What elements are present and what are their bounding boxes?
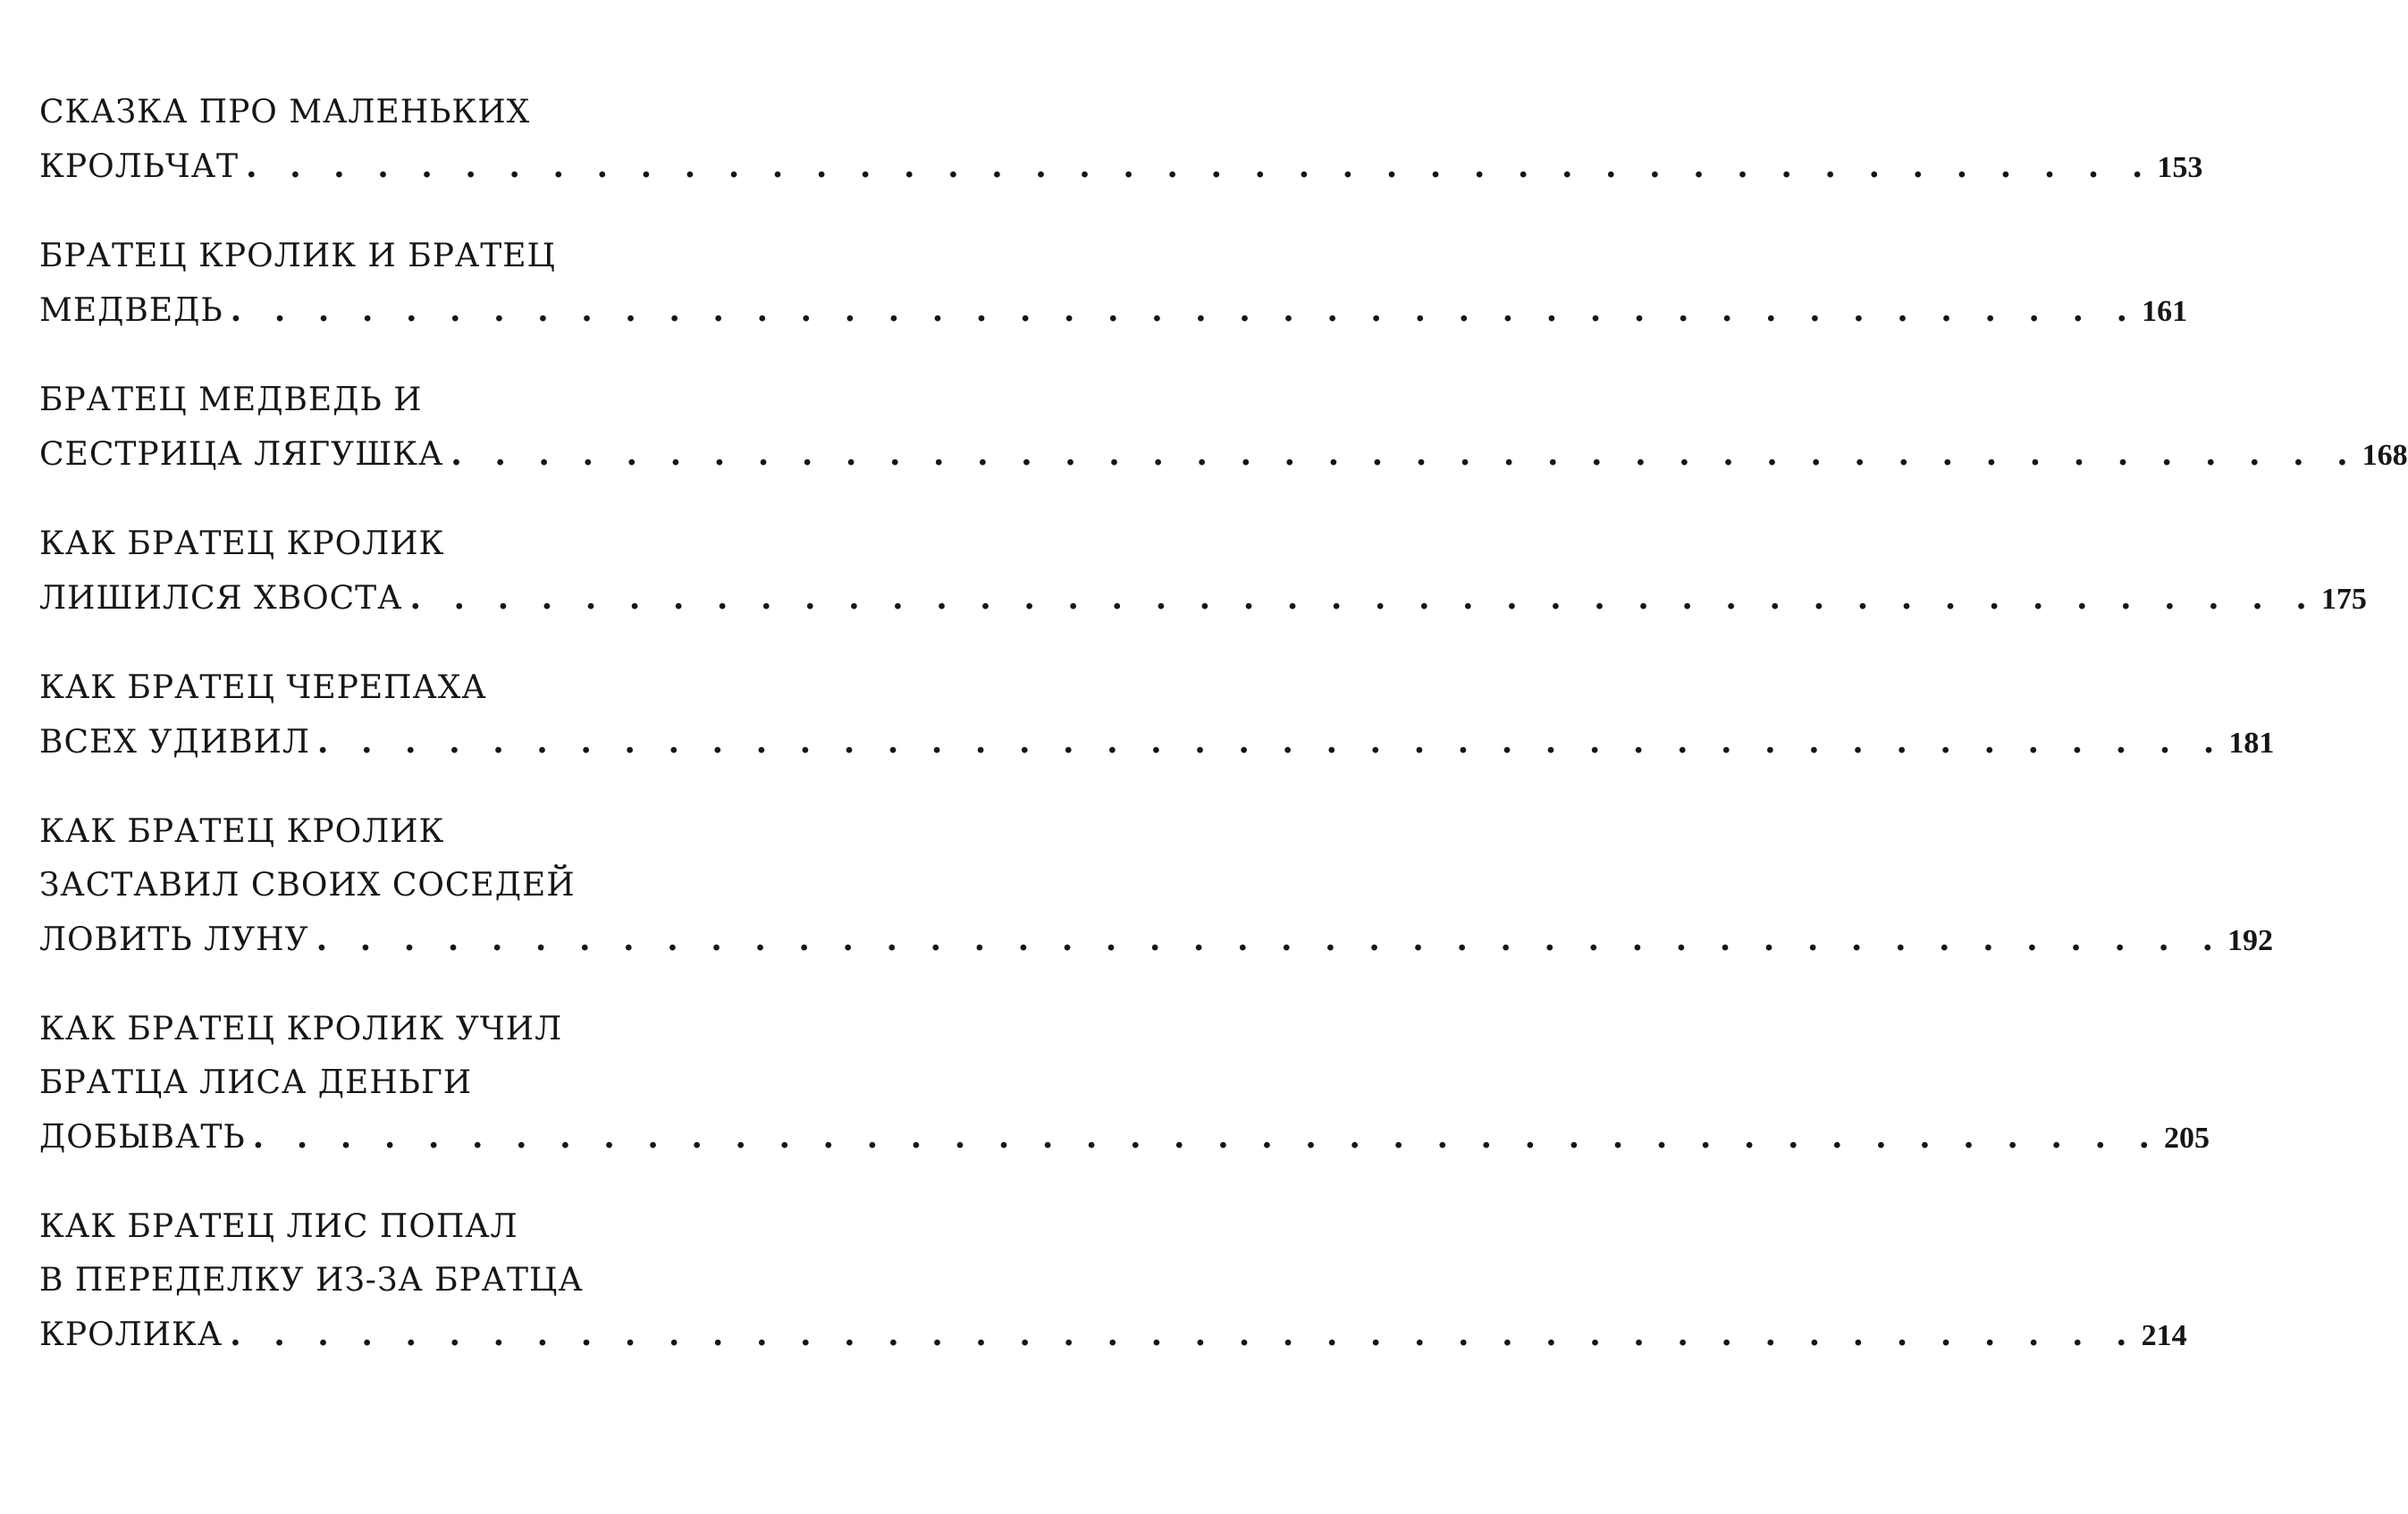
page-number: 175 <box>2320 583 2367 616</box>
page-number: 161 <box>2142 295 2188 328</box>
dot-leader: . . . . . . . . . . . . . . . . . . . . . . . . . . . . . . . . . . . . . . . . . . . . <box>246 147 2154 185</box>
toc-entry-title-line: МЕДВЕДЬ <box>39 292 223 329</box>
toc-entry <box>39 86 2203 193</box>
toc-entry-title-line: ЗАСТАВИЛ СВОИХ СОСЕДЕЙ <box>39 867 576 904</box>
toc-entry-title-line: ДОБЫВАТЬ <box>39 1119 246 1156</box>
toc-entry-last-line <box>39 1110 2210 1164</box>
toc-entry <box>39 1200 2187 1361</box>
toc-entry-title-line: ЛОВИТЬ ЛУНУ <box>39 921 309 958</box>
toc-entry-title-line: ВСЕХ УДИВИЛ <box>39 724 310 761</box>
toc-entry <box>39 230 2188 337</box>
toc-entry-last-line <box>39 571 2367 625</box>
toc-entry-last-line <box>39 913 2273 966</box>
dot-leader: . . . . . . . . . . . . . . . . . . . . . . . . . . . . . . . . . . . . . . . . . . . . <box>230 1316 2138 1353</box>
toc-entry-title-line: БРАТЕЦ КРОЛИК И БРАТЕЦ <box>39 238 556 274</box>
toc-entry-title-line: ЛИШИЛСЯ ХВОСТА <box>39 580 403 617</box>
dot-leader: . . . . . . . . . . . . . . . . . . . . . . . . . . . . . . . . . . . . . . . . . . . . <box>252 1118 2161 1156</box>
toc-entry-title-line: КАК БРАТЕЦ ЛИС ПОПАЛ <box>39 1208 518 1245</box>
toc-entry-title-line: КАК БРАТЕЦ КРОЛИК <box>39 813 445 850</box>
page-number: 153 <box>2157 151 2203 184</box>
toc-entry-last-line <box>39 1308 2187 1361</box>
toc-entry-title-line: КРОЛЬЧАТ <box>39 148 239 185</box>
page-number: 168 <box>2362 439 2408 472</box>
toc-entry-title-line: В ПЕРЕДЕЛКУ ИЗ-ЗА БРАТЦА <box>39 1262 584 1299</box>
toc-entry-title-line: СЕСТРИЦА ЛЯГУШКА <box>39 436 444 473</box>
page-number: 192 <box>2227 924 2273 957</box>
toc-entry-last-line <box>39 427 2408 481</box>
dot-leader: . . . . . . . . . . . . . . . . . . . . . . . . . . . . . . . . . . . . . . . . . . . . <box>409 579 2318 617</box>
toc-entry <box>39 1003 2210 1164</box>
toc-entry <box>39 374 2408 481</box>
toc-entry-title-line: КАК БРАТЕЦ КРОЛИК УЧИЛ <box>39 1011 563 1047</box>
toc-entry-last-line <box>39 283 2188 337</box>
toc-entry-title-line: КРОЛИКА <box>39 1316 223 1353</box>
toc-entry-title-line: КАК БРАТЕЦ КРОЛИК <box>39 526 445 562</box>
toc-entry <box>39 517 2367 625</box>
dot-leader: . . . . . . . . . . . . . . . . . . . . . . . . . . . . . . . . . . . . . . . . . . . . <box>450 435 2359 473</box>
dot-leader: . . . . . . . . . . . . . . . . . . . . . . . . . . . . . . . . . . . . . . . . . . . . <box>316 921 2224 958</box>
toc-entry <box>39 805 2273 966</box>
page-number: 181 <box>2228 727 2275 760</box>
toc-entry-last-line <box>39 139 2203 193</box>
toc-entry-last-line <box>39 715 2275 769</box>
toc-entry-title-line: БРАТЕЦ МЕДВЕДЬ И <box>39 382 423 418</box>
page-number: 214 <box>2141 1319 2187 1352</box>
dot-leader: . . . . . . . . . . . . . . . . . . . . . . . . . . . . . . . . . . . . . . . . . . . . <box>316 723 2226 761</box>
toc-entry-title-line: СКАЗКА ПРО МАЛЕНЬКИХ <box>39 94 531 130</box>
table-of-contents <box>39 86 2408 1398</box>
dot-leader: . . . . . . . . . . . . . . . . . . . . . . . . . . . . . . . . . . . . . . . . . . . . <box>230 291 2139 329</box>
page-number: 205 <box>2164 1122 2210 1155</box>
toc-entry-title-line: БРАТЦА ЛИСА ДЕНЬГИ <box>39 1064 473 1101</box>
toc-entry <box>39 661 2275 769</box>
toc-entry-title-line: КАК БРАТЕЦ ЧЕРЕПАХА <box>39 669 487 706</box>
